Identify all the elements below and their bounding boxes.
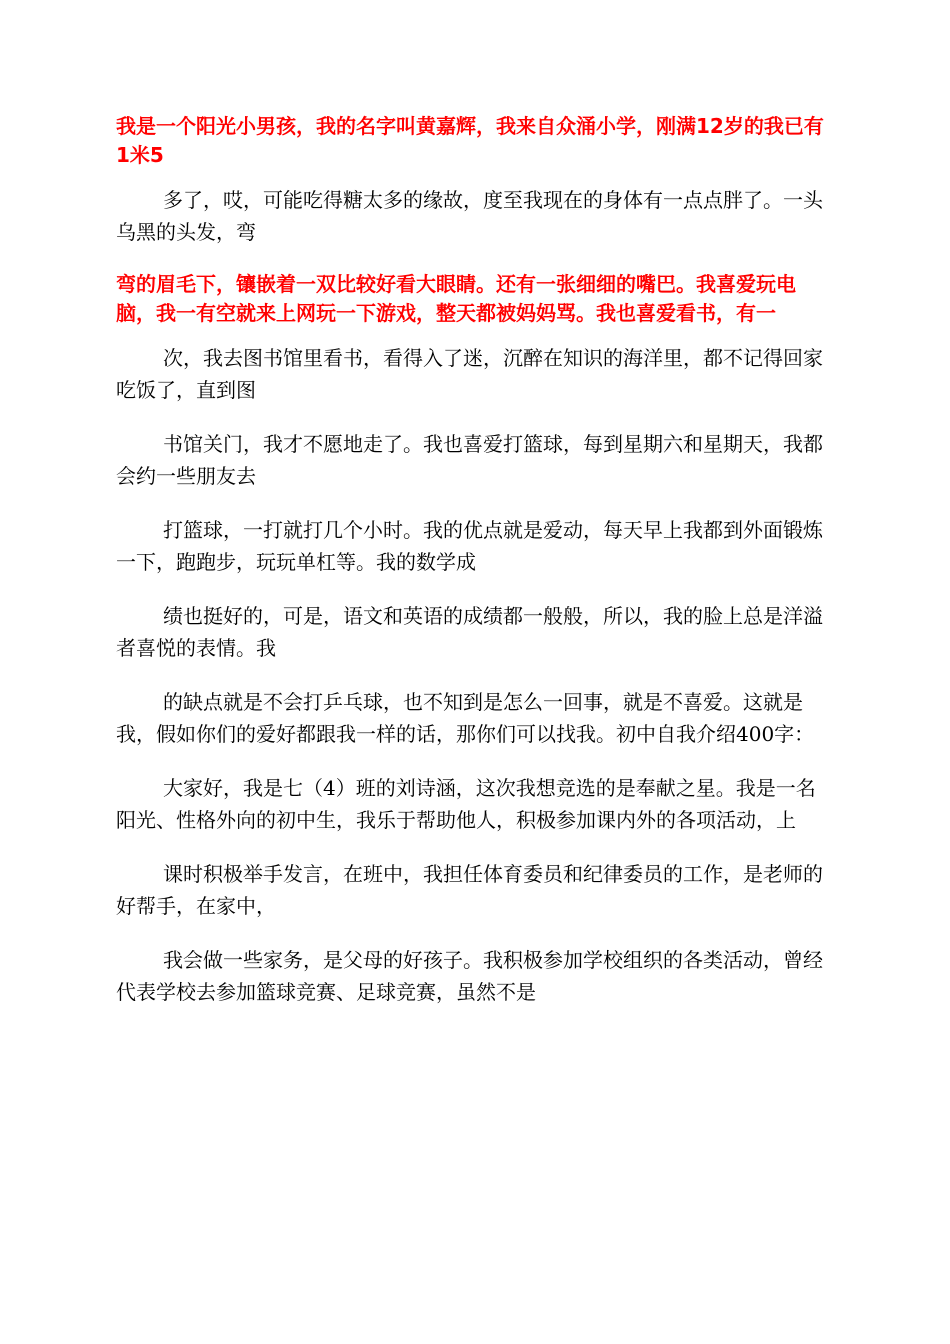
body-paragraph: 多了，哎，可能吃得糖太多的缘故，度至我现在的身体有一点点胖了。一头乌黑的头发，弯 [116, 188, 823, 244]
body-paragraph: 的缺点就是不会打乒乓球，也不知到是怎么一回事，就是不喜爱。这就是我，假如你们的爱好都跟我一样的话，那你们可以找我。初中自我介绍400字： [116, 690, 815, 746]
highlighted-paragraph: 我是一个阳光小男孩，我的名字叫黄嘉辉，我来自众涌小学，刚满12岁的我已有1米5 [116, 114, 824, 167]
body-paragraph: 书馆关门，我才不愿地走了。我也喜爱打篮球，每到星期六和星期天，我都会约一些朋友去 [116, 432, 823, 488]
body-paragraph: 次，我去图书馆里看书，看得入了迷，沉醉在知识的海洋里，都不记得回家吃饭了，直到图 [116, 346, 823, 402]
body-paragraph: 我会做一些家务，是父母的好孩子。我积极参加学校组织的各类活动，曾经代表学校去参加篮球竞赛、足球竞赛，虽然不是 [116, 948, 823, 1004]
highlighted-paragraph: 弯的眉毛下，镶嵌着一双比较好看大眼睛。还有一张细细的嘴巴。我喜爱玩电脑，我一有空就来上网玩一下游戏，整天都被妈妈骂。我也喜爱看书，有一 [116, 272, 796, 325]
body-paragraph: 大家好，我是七（4）班的刘诗涵，这次我想竞选的是奉献之星。我是一名阳光、性格外向的初中生，我乐于帮助他人，积极参加课内外的各项活动，上 [116, 776, 816, 832]
document-page [116, 112, 834, 1030]
body-paragraph: 课时积极举手发言，在班中，我担任体育委员和纪律委员的工作，是老师的好帮手，在家中， [116, 862, 823, 918]
body-paragraph: 打篮球，一打就打几个小时。我的优点就是爱动，每天早上我都到外面锻炼一下，跑跑步，玩玩单杠等。我的数学成 [116, 518, 823, 574]
body-paragraph: 绩也挺好的，可是，语文和英语的成绩都一般般，所以，我的脸上总是洋溢者喜悦的表情。我 [116, 604, 823, 660]
